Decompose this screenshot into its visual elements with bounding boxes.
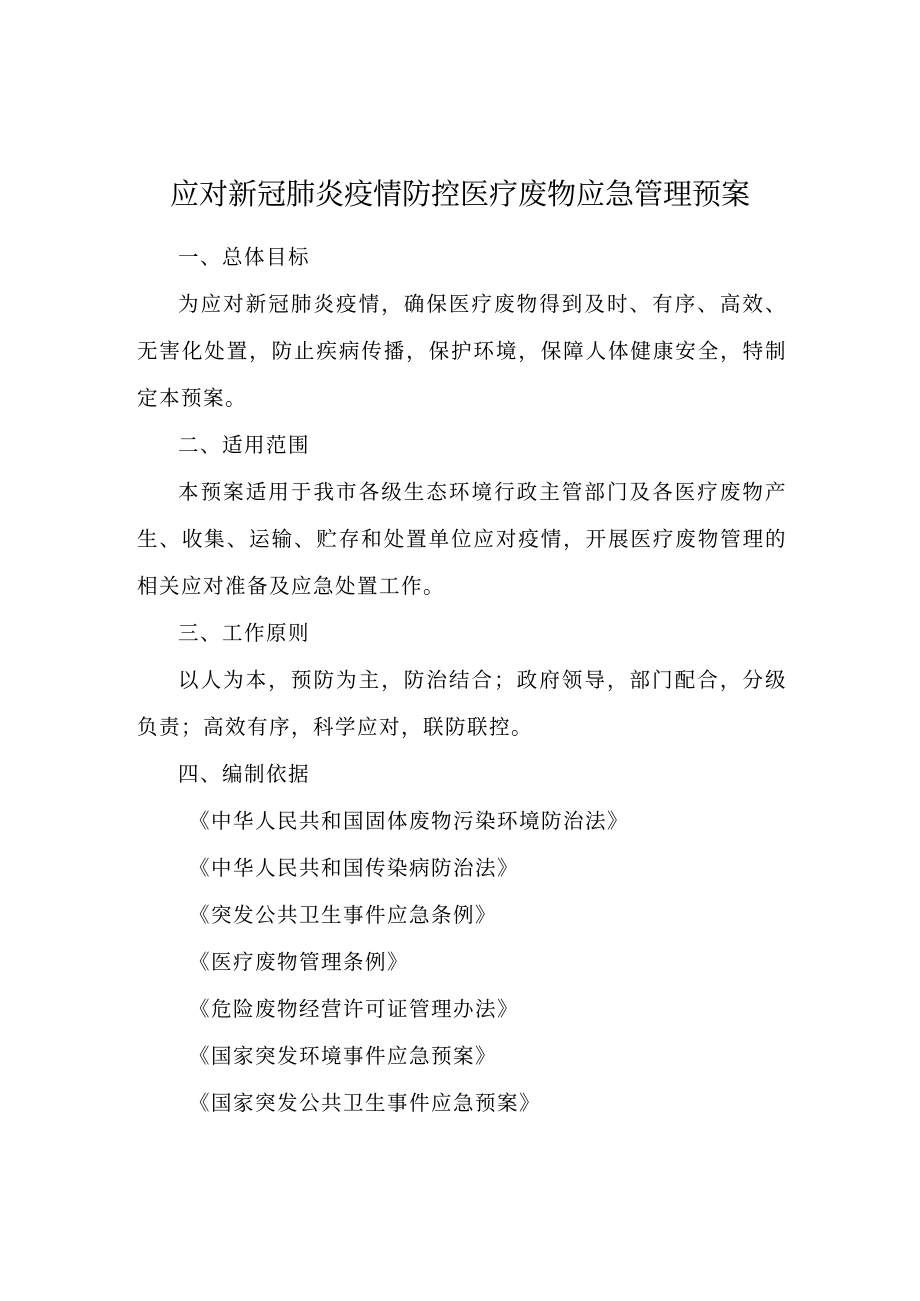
document-body [137, 234, 787, 1127]
section-heading-basis: 四、编制依据 [178, 762, 310, 786]
section-text-principles: 以人为本，预防为主，防治结合；政府领导，部门配合，分级负责；高效有序，科学应对，联防联控。 [137, 668, 787, 739]
document-title: 应对新冠肺炎疫情防控医疗废物应急管理预案 [169, 177, 750, 211]
reference-item: 《突发公共卫生事件应急条例》 [189, 903, 497, 927]
reference-item: 《中华人民共和国传染病防治法》 [189, 856, 519, 880]
reference-item: 《中华人民共和国固体废物污染环境防治法》 [189, 809, 629, 833]
section-heading-scope: 二、适用范围 [178, 433, 310, 457]
section-text-goal: 为应对新冠肺炎疫情，确保医疗废物得到及时、有序、高效、无害化处置，防止疾病传播，保护环境，保障人体健康安全，特制定本预案。 [137, 292, 787, 410]
section-text-scope: 本预案适用于我市各级生态环境行政主管部门及各医疗废物产生、收集、运输、贮存和处置单位应对疫情，开展医疗废物管理的相关应对准备及应急处置工作。 [137, 480, 787, 598]
reference-item: 《国家突发公共卫生事件应急预案》 [189, 1091, 541, 1115]
reference-item: 《危险废物经营许可证管理办法》 [189, 997, 519, 1021]
reference-item: 《国家突发环境事件应急预案》 [189, 1044, 497, 1068]
reference-item: 《医疗废物管理条例》 [189, 950, 409, 974]
section-heading-principles: 三、工作原则 [178, 621, 310, 645]
section-heading-goal: 一、总体目标 [178, 245, 310, 269]
